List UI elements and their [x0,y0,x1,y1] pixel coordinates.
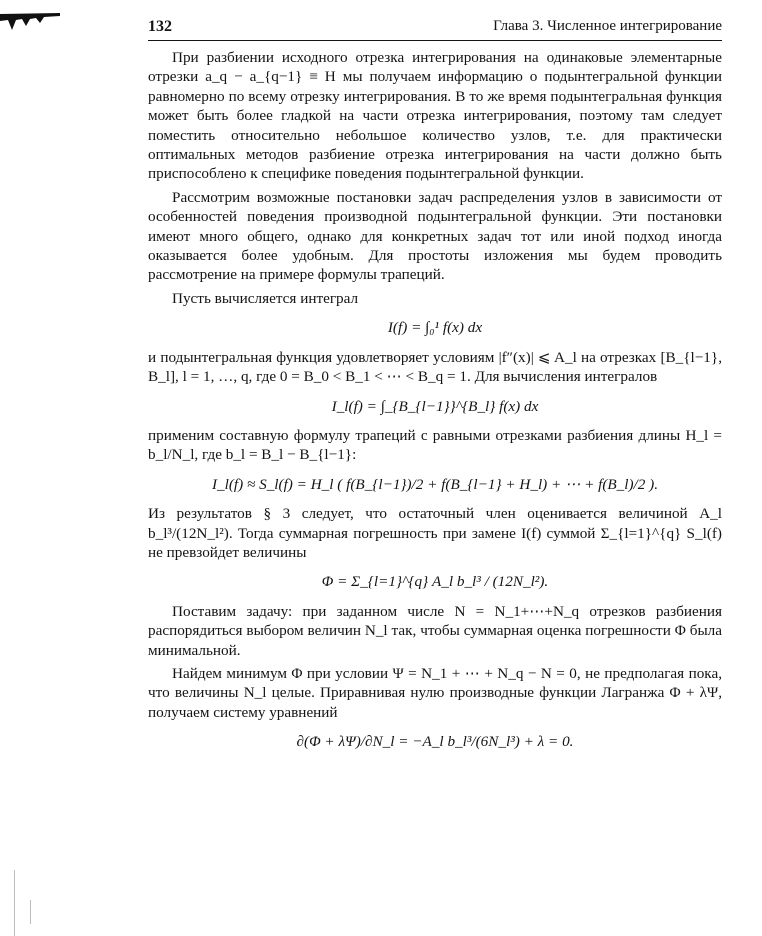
paragraph: Поставим задачу: при заданном числе N = N_1+⋯+N_q отрезков разбиения распорядиться выбором величин N_l так, чтобы суммарная оценка погрешности Φ была минимальной. [148,602,722,659]
formula-error-sum: Φ = Σ_{l=1}^{q} A_l b_l³ / (12N_l²). [321,573,549,591]
paragraph: Рассмотрим возможные постановки задач распределения узлов в зависимости от особенностей поведения производной подынтегральной функции. Эти постановки имеют много общего, однако для конкретных задач тот или иной подход иногда оказывается более удобным. Для простоты изложения мы будем проводить рассмотрение на примере формулы трапеций. [148,188,722,284]
formula-partial-integral: I_l(f) = ∫_{B_{l−1}}^{B_l} f(x) dx [331,397,539,415]
formula-lagrange: ∂(Φ + λΨ)/∂N_l = −A_l b_l³/(6N_l³) + λ = 0. [296,733,574,751]
paragraph: Пусть вычисляется интеграл [172,289,359,307]
paragraph: и подынтегральная функция удовлетворяет условиям |f″(x)| ⩽ A_l на отрезках [B_{l−1}, B_l], l = 1, …, q, где 0 = B_0 < B_1 < ⋯ < B_q = 1. Для вычисления интегралов [148,348,722,386]
paragraph: При разбиении исходного отрезка интегрирования на одинаковые элементарные отрезки a_q − a_{q−1} ≡ H мы получаем информацию о подынтегральной функции равномерно по всему отрезку интегрирования. В то же время подынтегральная функция может быть более гладкой на части отрезка интегрирования, поэтому там следует поместить относительно небольшое количество узлов, т.е. для практически оптимальных методов разбиение отрезка интегрирования на части должно быть приспособлено к специфике поведения подынтегральной функции. [148,49,722,183]
paragraph: Найдем минимум Φ при условии Ψ = N_1 + ⋯ + N_q − N = 0, не предполагая пока, что величины N_l целые. Приравнивая нулю производные функции Лагранжа Φ + λΨ, получаем систему уравнений [148,664,722,721]
page-number: 132 [148,18,172,35]
scan-artifact [0,10,62,32]
paragraph: применим составную формулу трапеций с равными отрезками разбиения длины H_l = b_l/N_l, где b_l = B_l − B_{l−1}: [148,426,722,464]
formula-integral: I(f) = ∫₀¹ f(x) dx [387,319,483,337]
text-body [148,48,722,762]
scan-edge-line [30,900,31,924]
running-title: Глава 3. Численное интегрирование [493,18,722,34]
scan-edge-line [14,870,15,936]
header-rule [148,40,722,41]
running-header [148,14,722,42]
formula-trapezoid: I_l(f) ≈ S_l(f) = H_l ( f(B_{l−1})/2 + f(B_{l−1} + H_l) + ⋯ + f(B_l)/2 ). [211,475,659,493]
paragraph: Из результатов § 3 следует, что остаточный член оценивается величиной A_l b_l³/(12N_l²). Тогда суммарная погрешность при замене I(f) суммой Σ_{l=1}^{q} S_l(f) не превзойдет величины [148,505,722,561]
